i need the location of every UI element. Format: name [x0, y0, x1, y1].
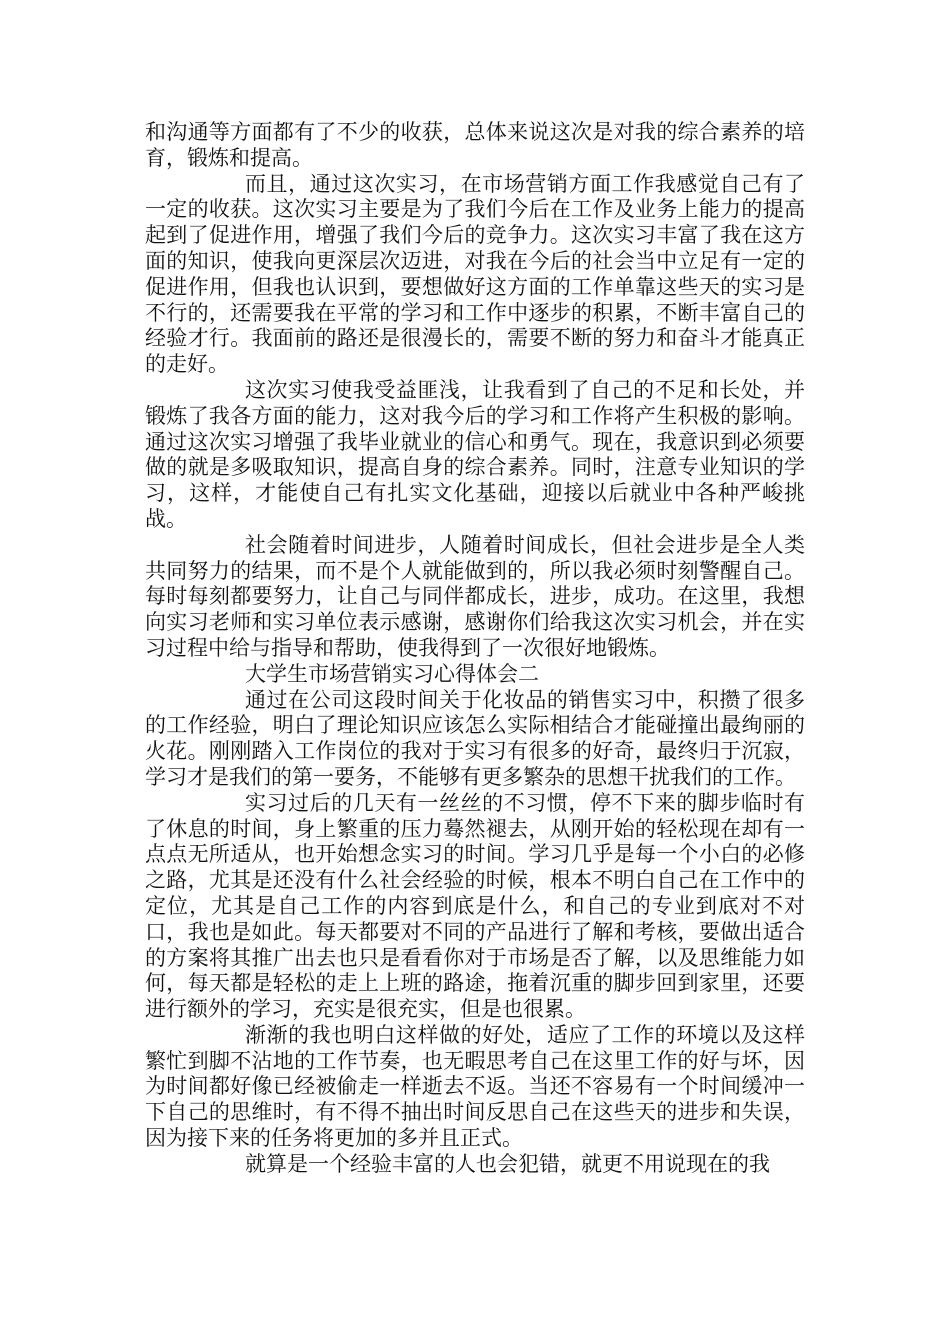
paragraph: 通过在公司这段时间关于化妆品的销售实习中，积攒了很多的工作经验，明白了理论知识应该怎么实际相结合才能碰撞出最绚丽的火花。刚刚踏入工作岗位的我对于实习有很多的好奇，最终归于沉寂，学习才是我们的第一要务，不能够有更多繁杂的思想干扰我们的工作。 — [145, 687, 805, 789]
paragraph: 渐渐的我也明白这样做的好处，适应了工作的环境以及这样繁忙到脚不沾地的工作节奏，也无暇思考自己在这里工作的好与坏，因为时间都好像已经被偷走一样逝去不返。当还不容易有一个时间缓冲一下自己的思维时，有不得不抽出时间反思自己在这些天的进步和失误，因为接下来的任务将更加的多并且正式。 — [145, 1022, 805, 1151]
paragraph: 就算是一个经验丰富的人也会犯错，就更不用说现在的我 — [245, 1151, 770, 1176]
section-heading: 大学生市场营销实习心得体会二 — [245, 661, 539, 686]
paragraph: 社会随着时间进步，人随着时间成长，但社会进步是全人类共同努力的结果，而不是个人就能做到的，所以我必须时刻警醒自己。每时每刻都要努力，让自己与同伴都成长，进步，成功。在这里，我想向实习老师和实习单位表示感谢，感谢你们给我这次实习机会，并在实习过程中给与指导和帮助，使我得到了一次很好地锻炼。 — [145, 532, 805, 660]
paragraph: 实习过后的几天有一丝丝的不习惯，停不下来的脚步临时有了休息的时间，身上繁重的压力蓦然褪去，从刚开始的轻松现在却有一点点无所适从，也开始想念实习的时间。学习几乎是每一个小白的必修之路，尤其是还没有什么社会经验的时候，根本不明白自己在工作中的定位，尤其是自己工作的内容到底是什么，和自己的专业到底对不对口，我也是如此。每天都要对不同的产品进行了解和考核，要做出适合的方案将其推广出去也只是看看你对于市场是否了解，以及思维能力如何，每天都是轻松的走上上班的路途，拖着沉重的脚步回到家里，还要进行额外的学习，充实是很充实，但是也很累。 — [145, 790, 805, 1022]
paragraph: 和沟通等方面都有了不少的收获，总体来说这次是对我的综合素养的培育，锻炼和提高。 — [145, 120, 805, 170]
document-body — [145, 120, 805, 1178]
paragraph: 这次实习使我受益匪浅，让我看到了自己的不足和长处，并锻炼了我各方面的能力，这对我今后的学习和工作将产生积极的影响。通过这次实习增强了我毕业就业的信心和勇气。现在，我意识到必须要做的就是多吸取知识，提高自身的综合素养。同时，注意专业知识的学习，这样，才能使自己有扎实文化基础，迎接以后就业中各种严峻挑战。 — [145, 377, 805, 531]
paragraph: 而且，通过这次实习，在市场营销方面工作我感觉自己有了一定的收获。这次实习主要是为了我们今后在工作及业务上能力的提高起到了促进作用，增强了我们今后的竞争力。这次实习丰富了我在这方面的知识，使我向更深层次迈进，对我在今后的社会当中立足有一定的促进作用，但我也认识到，要想做好这方面的工作单靠这些天的实习是不行的，还需要我在平常的学习和工作中逐步的积累，不断丰富自己的经验才行。我面前的路还是很漫长的，需要不断的努力和奋斗才能真正的走好。 — [145, 171, 805, 377]
